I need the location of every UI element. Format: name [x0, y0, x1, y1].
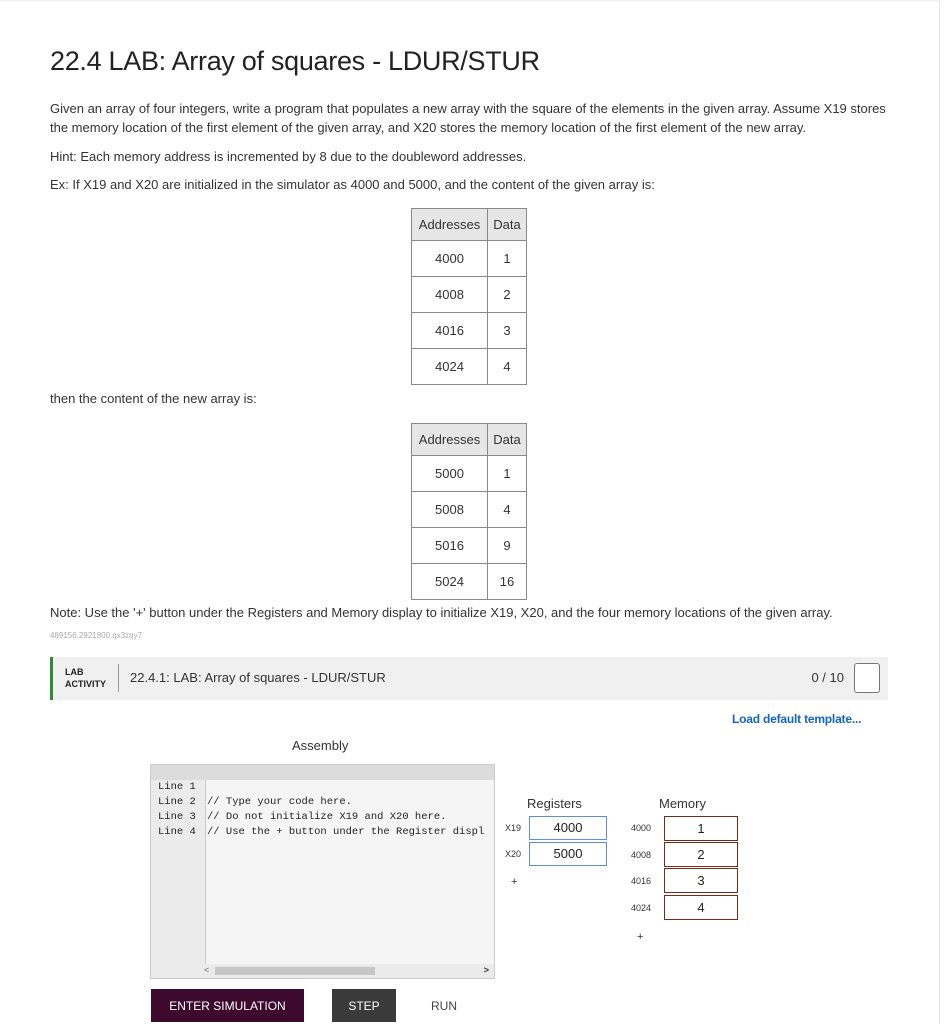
table-header-data: Data [488, 424, 527, 456]
lab-activity-tag [65, 666, 106, 690]
register-x19-input[interactable]: 4000 [529, 816, 607, 840]
register-name-x20: X20 [505, 849, 522, 859]
table-cell-address: 5008 [412, 492, 488, 528]
hint-paragraph: Hint: Each memory address is incremented by 8 due to the doubleword addresses. [50, 149, 527, 164]
memory-label: Memory [659, 796, 706, 811]
table-row [412, 313, 527, 349]
divider [118, 664, 119, 692]
add-register-button[interactable]: + [511, 876, 518, 888]
table-row [412, 492, 527, 528]
table-row [412, 349, 527, 385]
lab-tag-line2: ACTIVITY [65, 679, 107, 689]
table-cell-data: 1 [488, 241, 527, 277]
table-header-addresses: Addresses [412, 209, 488, 241]
table-cell-address: 5000 [412, 456, 488, 492]
table-cell-address: 5024 [412, 564, 488, 600]
table-row [412, 456, 527, 492]
table-cell-data: 2 [488, 277, 527, 313]
lab-tag-line1: LAB [65, 667, 84, 677]
table-cell-data: 1 [488, 456, 527, 492]
memory-address: 4000 [631, 823, 652, 833]
step-button[interactable]: STEP [332, 989, 396, 1022]
table-header-addresses: Addresses [412, 424, 488, 456]
line-text[interactable]: // Do not initialize X19 and X20 here. [207, 811, 447, 823]
table-cell-address: 5016 [412, 528, 488, 564]
memory-cell-input[interactable]: 4 [664, 895, 738, 920]
lab-score: 0 / 10 [811, 670, 844, 685]
line-number: Line 1 [158, 781, 196, 793]
assembly-label: Assembly [292, 738, 349, 753]
scrollbar-thumb[interactable] [215, 967, 375, 975]
run-button[interactable]: RUN [420, 989, 468, 1022]
table-cell-address: 4024 [412, 349, 488, 385]
table-cell-data: 4 [488, 349, 527, 385]
memory-cell-input[interactable]: 1 [664, 816, 738, 841]
new-array-table [411, 423, 527, 600]
registers-label: Registers [527, 796, 582, 811]
table-cell-data: 4 [488, 492, 527, 528]
lab-activity-header [50, 657, 888, 700]
given-array-table [411, 208, 527, 385]
table-cell-address: 4008 [412, 277, 488, 313]
line-number: Line 4 [158, 826, 196, 838]
table-row [412, 564, 527, 600]
memory-cell-input[interactable]: 2 [664, 842, 738, 867]
then-paragraph: then the content of the new array is: [50, 391, 257, 406]
register-x20-input[interactable]: 5000 [529, 842, 607, 866]
table-row [412, 528, 527, 564]
table-header-data: Data [488, 209, 527, 241]
memory-cell-input[interactable]: 3 [664, 868, 738, 893]
enter-simulation-button[interactable]: ENTER SIMULATION [151, 989, 304, 1022]
line-number: Line 2 [158, 796, 196, 808]
horizontal-scrollbar[interactable] [151, 964, 494, 978]
register-name-x19: X19 [505, 823, 522, 833]
scroll-left-icon[interactable]: < [204, 965, 210, 975]
table-cell-data: 3 [488, 313, 527, 349]
content-id: 489156.2921800.qx3zqy7 [50, 631, 143, 640]
note-paragraph: Note: Use the '+' button under the Registers and Memory display to initialize X19, X20, and the four memory locations of the given array. [50, 605, 833, 620]
load-default-template-link[interactable]: Load default template... [732, 712, 862, 726]
table-row [412, 277, 527, 313]
line-text[interactable]: // Type your code here. [207, 796, 352, 808]
completion-checkbox-icon [854, 663, 880, 693]
table-row [412, 241, 527, 277]
code-editor[interactable] [150, 764, 495, 979]
memory-address: 4016 [631, 876, 652, 886]
table-cell-address: 4000 [412, 241, 488, 277]
lab-activity-title: 22.4.1: LAB: Array of squares - LDUR/STUR [130, 670, 386, 685]
line-text[interactable]: // Use the + button under the Register displ [207, 826, 485, 838]
table-cell-address: 4016 [412, 313, 488, 349]
memory-address: 4024 [631, 903, 652, 913]
table-cell-data: 9 [488, 528, 527, 564]
scroll-right-icon[interactable]: > [483, 965, 489, 975]
page-title: 22.4 LAB: Array of squares - LDUR/STUR [50, 46, 540, 76]
intro-paragraph: Given an array of four integers, write a program that populates a new array with the square of the elements in the given array. Assume X19 stores the memory location of the first element of the given array, and X20 stores the memory location of the first element of the new array. [50, 101, 886, 135]
table-cell-data: 16 [488, 564, 527, 600]
example-paragraph: Ex: If X19 and X20 are initialized in the simulator as 4000 and 5000, and the content of the given array is: [50, 177, 655, 192]
add-memory-button[interactable]: + [637, 931, 644, 943]
line-number: Line 3 [158, 811, 196, 823]
memory-address: 4008 [631, 850, 652, 860]
